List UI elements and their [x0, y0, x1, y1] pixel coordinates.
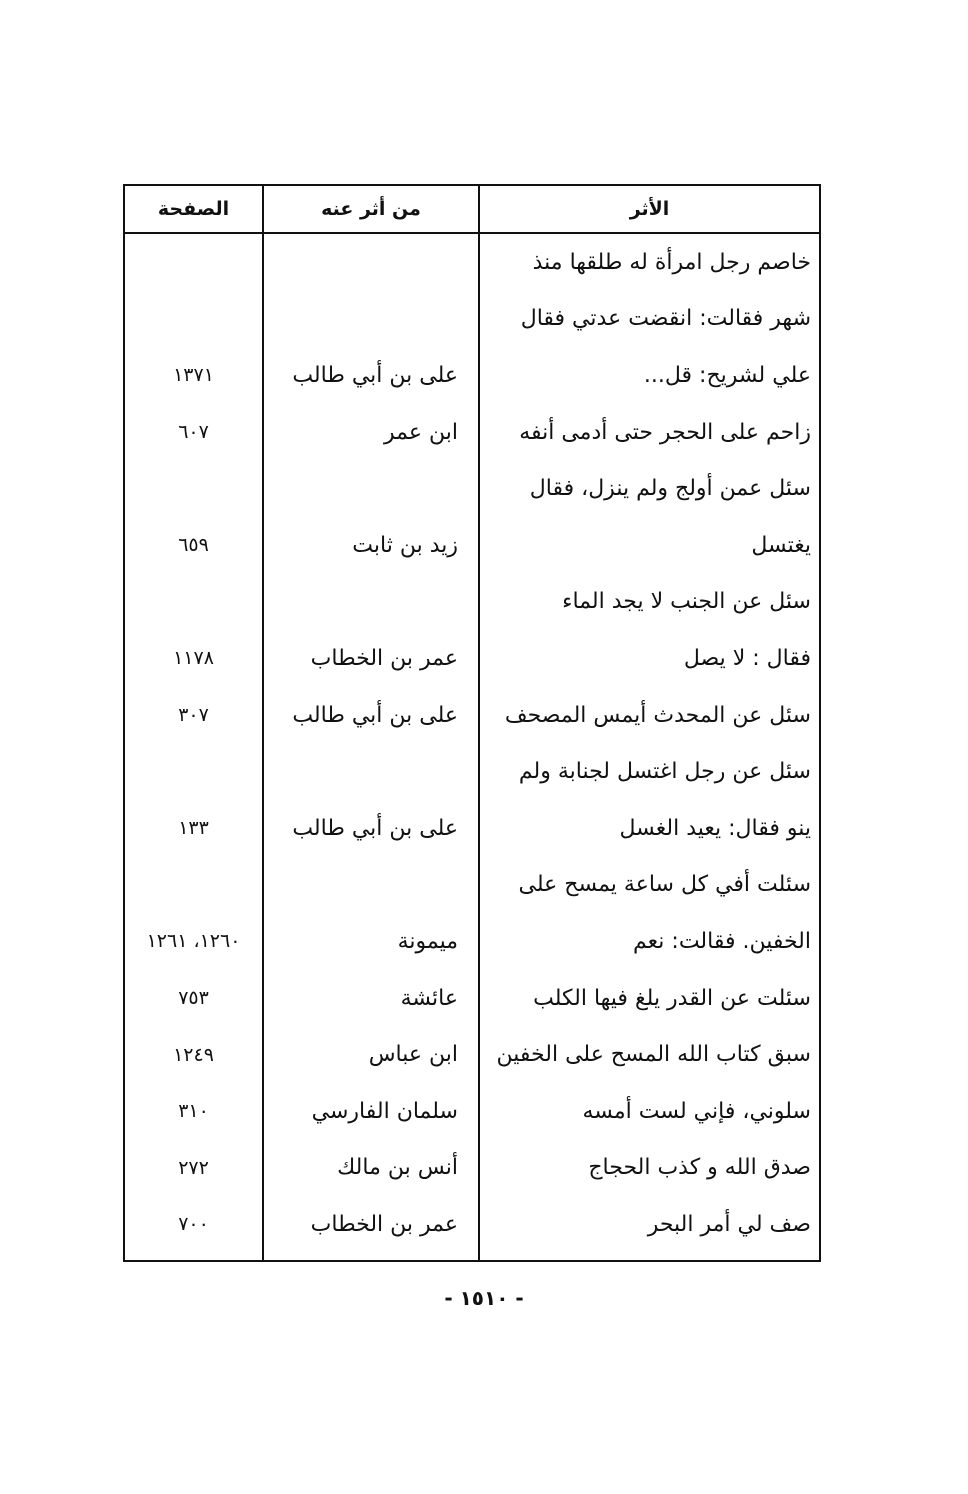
cell-athar: خاصم رجل امرأة له طلقها منذ — [532, 249, 811, 275]
cell-page — [125, 460, 262, 517]
header-athar: الأثر — [629, 198, 670, 220]
cell-athar: الخفين. فقالت: نعم — [633, 928, 811, 954]
table-row — [125, 1140, 819, 1197]
table-header — [125, 186, 819, 234]
cell-athar: فقال : لا يصل — [683, 645, 811, 671]
athar-index-table — [123, 184, 821, 1262]
table-row — [125, 970, 819, 1027]
table-row — [125, 1196, 819, 1253]
table-row — [125, 743, 819, 800]
cell-page: ٧٠٠ — [178, 1213, 209, 1236]
cell-source — [264, 234, 478, 291]
table-row — [125, 234, 819, 291]
cell-source: أنس بن مالك — [337, 1155, 458, 1181]
cell-source — [264, 743, 478, 800]
cell-page — [125, 291, 262, 348]
cell-page: ١٣٧١ — [173, 364, 214, 387]
cell-source: سلمان الفارسي — [311, 1098, 458, 1124]
cell-athar: يغتسل — [751, 532, 811, 558]
table-row — [125, 1083, 819, 1140]
cell-source: ابن عباس — [368, 1042, 458, 1068]
cell-athar: علي لشريح: قل... — [643, 362, 811, 388]
cell-page: ٦٠٧ — [178, 421, 209, 444]
cell-athar: سئل عن المحدث أيمس المصحف — [504, 702, 811, 728]
table-row — [125, 913, 819, 970]
table-row — [125, 687, 819, 744]
cell-source: زيد بن ثابت — [352, 532, 458, 558]
cell-source: عمر بن الخطاب — [310, 645, 458, 671]
cell-athar: سئلت أفي كل ساعة يمسح على — [518, 872, 811, 898]
cell-source — [264, 291, 478, 348]
cell-page: ١٢٤٩ — [173, 1043, 214, 1066]
cell-athar: ينو فقال: يعيد الغسل — [619, 815, 811, 841]
cell-page — [125, 574, 262, 631]
table-body — [125, 234, 819, 1260]
table-row — [125, 857, 819, 914]
cell-source: على بن أبي طالب — [292, 362, 458, 388]
cell-source — [264, 857, 478, 914]
cell-athar: سبق كتاب الله المسح على الخفين — [496, 1042, 811, 1068]
cell-source — [264, 460, 478, 517]
cell-source: ابن عمر — [384, 419, 458, 445]
cell-source: ميمونة — [397, 928, 458, 954]
table-row — [125, 404, 819, 461]
table-row — [125, 460, 819, 517]
cell-athar: شهر فقالت: انقضت عدتي فقال — [520, 306, 811, 332]
cell-source: عائشة — [400, 985, 458, 1011]
cell-source: على بن أبي طالب — [292, 815, 458, 841]
cell-athar: صدق الله و كذب الحجاج — [588, 1155, 811, 1181]
cell-athar: سئلت عن القدر يلغ فيها الكلب — [533, 985, 811, 1011]
table-row — [125, 574, 819, 631]
cell-athar: سلوني، فإني لست أمسه — [582, 1098, 811, 1124]
cell-page — [125, 234, 262, 291]
cell-page: ٣١٠ — [178, 1100, 209, 1123]
table-row — [125, 630, 819, 687]
cell-page: ٣٠٧ — [178, 704, 209, 727]
cell-athar: سئل عن الجنب لا يجد الماء — [562, 589, 811, 615]
cell-athar: سئل عمن أولج ولم ينزل، فقال — [529, 476, 811, 502]
table-row — [125, 517, 819, 574]
table-row — [125, 800, 819, 857]
cell-page: ١٣٣ — [178, 817, 209, 840]
cell-page: ٦٥٩ — [178, 534, 209, 557]
cell-athar: زاحم على الحجر حتى أدمى أنفه — [519, 419, 811, 445]
header-page: الصفحة — [157, 198, 230, 220]
cell-page: ٧٥٣ — [178, 987, 209, 1010]
cell-page — [125, 857, 262, 914]
header-source: من أثر عنه — [321, 198, 421, 220]
cell-source — [264, 574, 478, 631]
table-row — [125, 291, 819, 348]
table-row — [125, 347, 819, 404]
cell-page: ١٢٦٠، ١٢٦١ — [146, 930, 241, 953]
cell-athar: صف لي أمر البحر — [647, 1211, 811, 1237]
page-number: - ١٥١٠ - — [444, 1286, 524, 1310]
cell-source: على بن أبي طالب — [292, 702, 458, 728]
cell-athar: سئل عن رجل اغتسل لجنابة ولم — [518, 759, 811, 785]
cell-source: عمر بن الخطاب — [310, 1211, 458, 1237]
cell-page: ١١٧٨ — [173, 647, 214, 670]
table-row — [125, 1026, 819, 1083]
cell-page: ٢٧٢ — [178, 1156, 209, 1179]
cell-page — [125, 743, 262, 800]
